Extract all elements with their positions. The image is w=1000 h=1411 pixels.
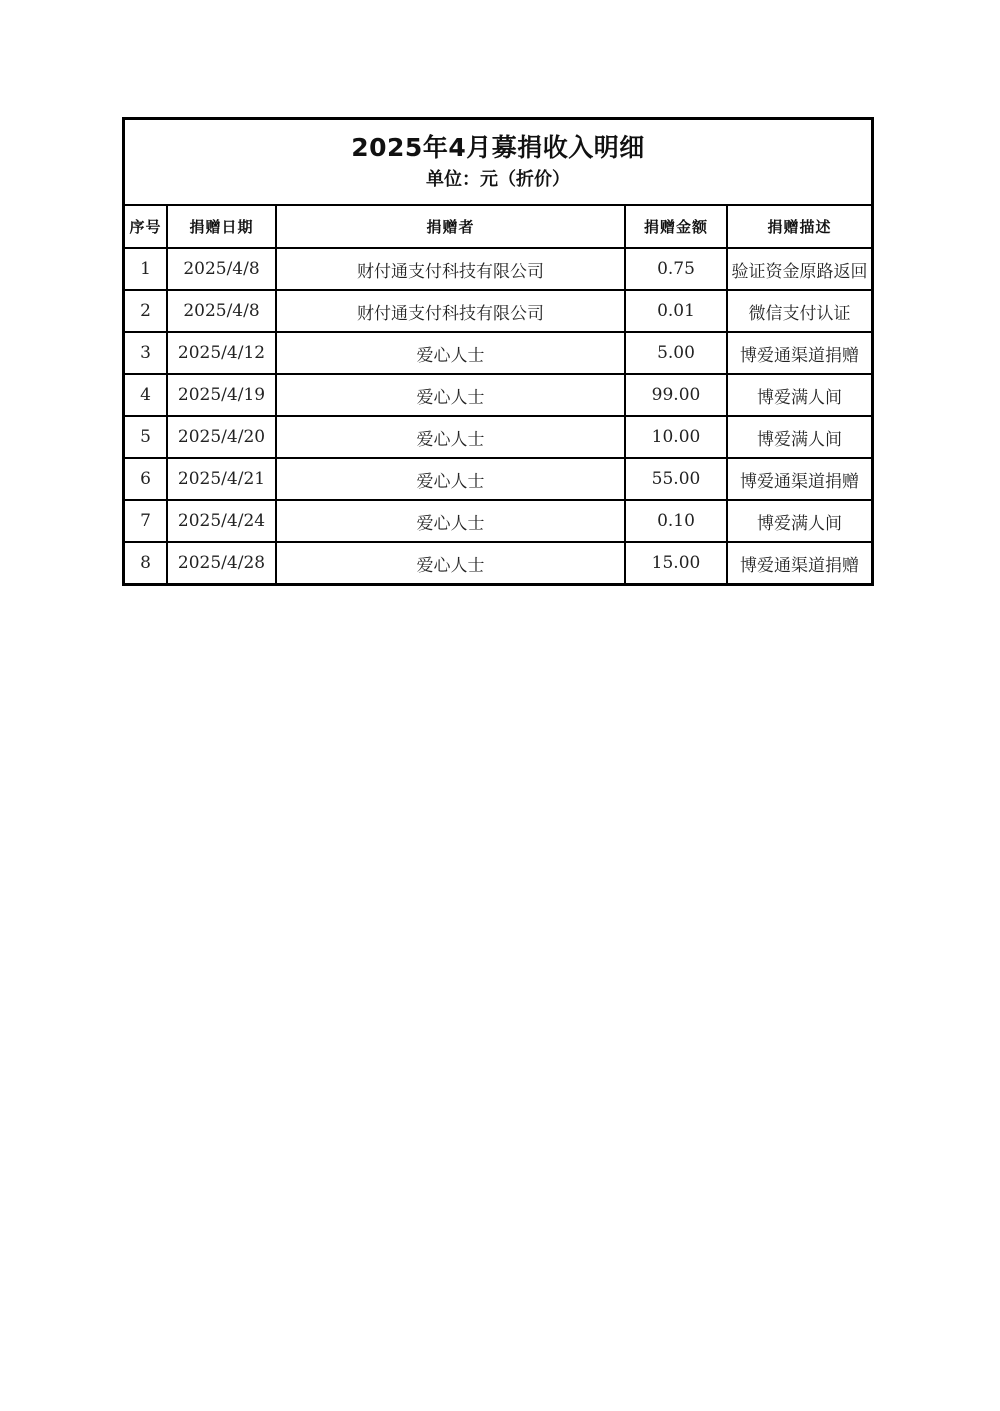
cell-donor: 爱心人士 — [276, 500, 625, 542]
title-block — [125, 120, 871, 206]
header-index: 序号 — [125, 206, 167, 248]
header-donor: 捐赠者 — [276, 206, 625, 248]
cell-index: 4 — [125, 374, 167, 416]
table-row — [125, 500, 871, 542]
cell-date: 2025/4/12 — [167, 332, 276, 374]
cell-index: 7 — [125, 500, 167, 542]
cell-description: 验证资金原路返回 — [727, 248, 871, 290]
cell-amount: 0.10 — [625, 500, 727, 542]
cell-donor: 爱心人士 — [276, 416, 625, 458]
table-row — [125, 248, 871, 290]
cell-index: 8 — [125, 542, 167, 583]
cell-index: 1 — [125, 248, 167, 290]
cell-amount: 0.01 — [625, 290, 727, 332]
cell-date: 2025/4/24 — [167, 500, 276, 542]
cell-date: 2025/4/20 — [167, 416, 276, 458]
table-row — [125, 290, 871, 332]
unit-subtitle: 单位：元（折价） — [426, 169, 570, 190]
document-title: 2025年4月募捐收入明细 — [351, 133, 645, 162]
cell-description: 博爱满人间 — [727, 374, 871, 416]
cell-donor: 爱心人士 — [276, 374, 625, 416]
cell-index: 6 — [125, 458, 167, 500]
cell-amount: 10.00 — [625, 416, 727, 458]
cell-amount: 0.75 — [625, 248, 727, 290]
cell-amount: 55.00 — [625, 458, 727, 500]
cell-donor: 财付通支付科技有限公司 — [276, 248, 625, 290]
donation-income-sheet — [122, 117, 874, 586]
table-row — [125, 416, 871, 458]
cell-amount: 15.00 — [625, 542, 727, 583]
table-row — [125, 542, 871, 583]
cell-amount: 5.00 — [625, 332, 727, 374]
cell-index: 5 — [125, 416, 167, 458]
header-description: 捐赠描述 — [727, 206, 871, 248]
cell-date: 2025/4/21 — [167, 458, 276, 500]
cell-donor: 财付通支付科技有限公司 — [276, 290, 625, 332]
table-row — [125, 332, 871, 374]
cell-description: 博爱通渠道捐赠 — [727, 458, 871, 500]
cell-description: 博爱满人间 — [727, 416, 871, 458]
cell-donor: 爱心人士 — [276, 542, 625, 583]
cell-description: 博爱通渠道捐赠 — [740, 555, 859, 576]
cell-date: 2025/4/8 — [167, 248, 276, 290]
header-date: 捐赠日期 — [167, 206, 276, 248]
cell-date: 2025/4/8 — [167, 290, 276, 332]
table-row — [125, 374, 871, 416]
cell-date: 2025/4/28 — [167, 542, 276, 583]
table-header-row — [125, 206, 871, 248]
cell-amount: 99.00 — [625, 374, 727, 416]
cell-donor: 爱心人士 — [276, 458, 625, 500]
cell-description: 博爱通渠道捐赠 — [727, 332, 871, 374]
cell-index: 2 — [125, 290, 167, 332]
cell-description: 微信支付认证 — [727, 290, 871, 332]
table-row — [125, 458, 871, 500]
donation-table — [125, 206, 871, 583]
cell-description: 博爱满人间 — [727, 500, 871, 542]
cell-date: 2025/4/19 — [167, 374, 276, 416]
cell-donor: 爱心人士 — [276, 332, 625, 374]
cell-index: 3 — [125, 332, 167, 374]
header-amount: 捐赠金额 — [625, 206, 727, 248]
